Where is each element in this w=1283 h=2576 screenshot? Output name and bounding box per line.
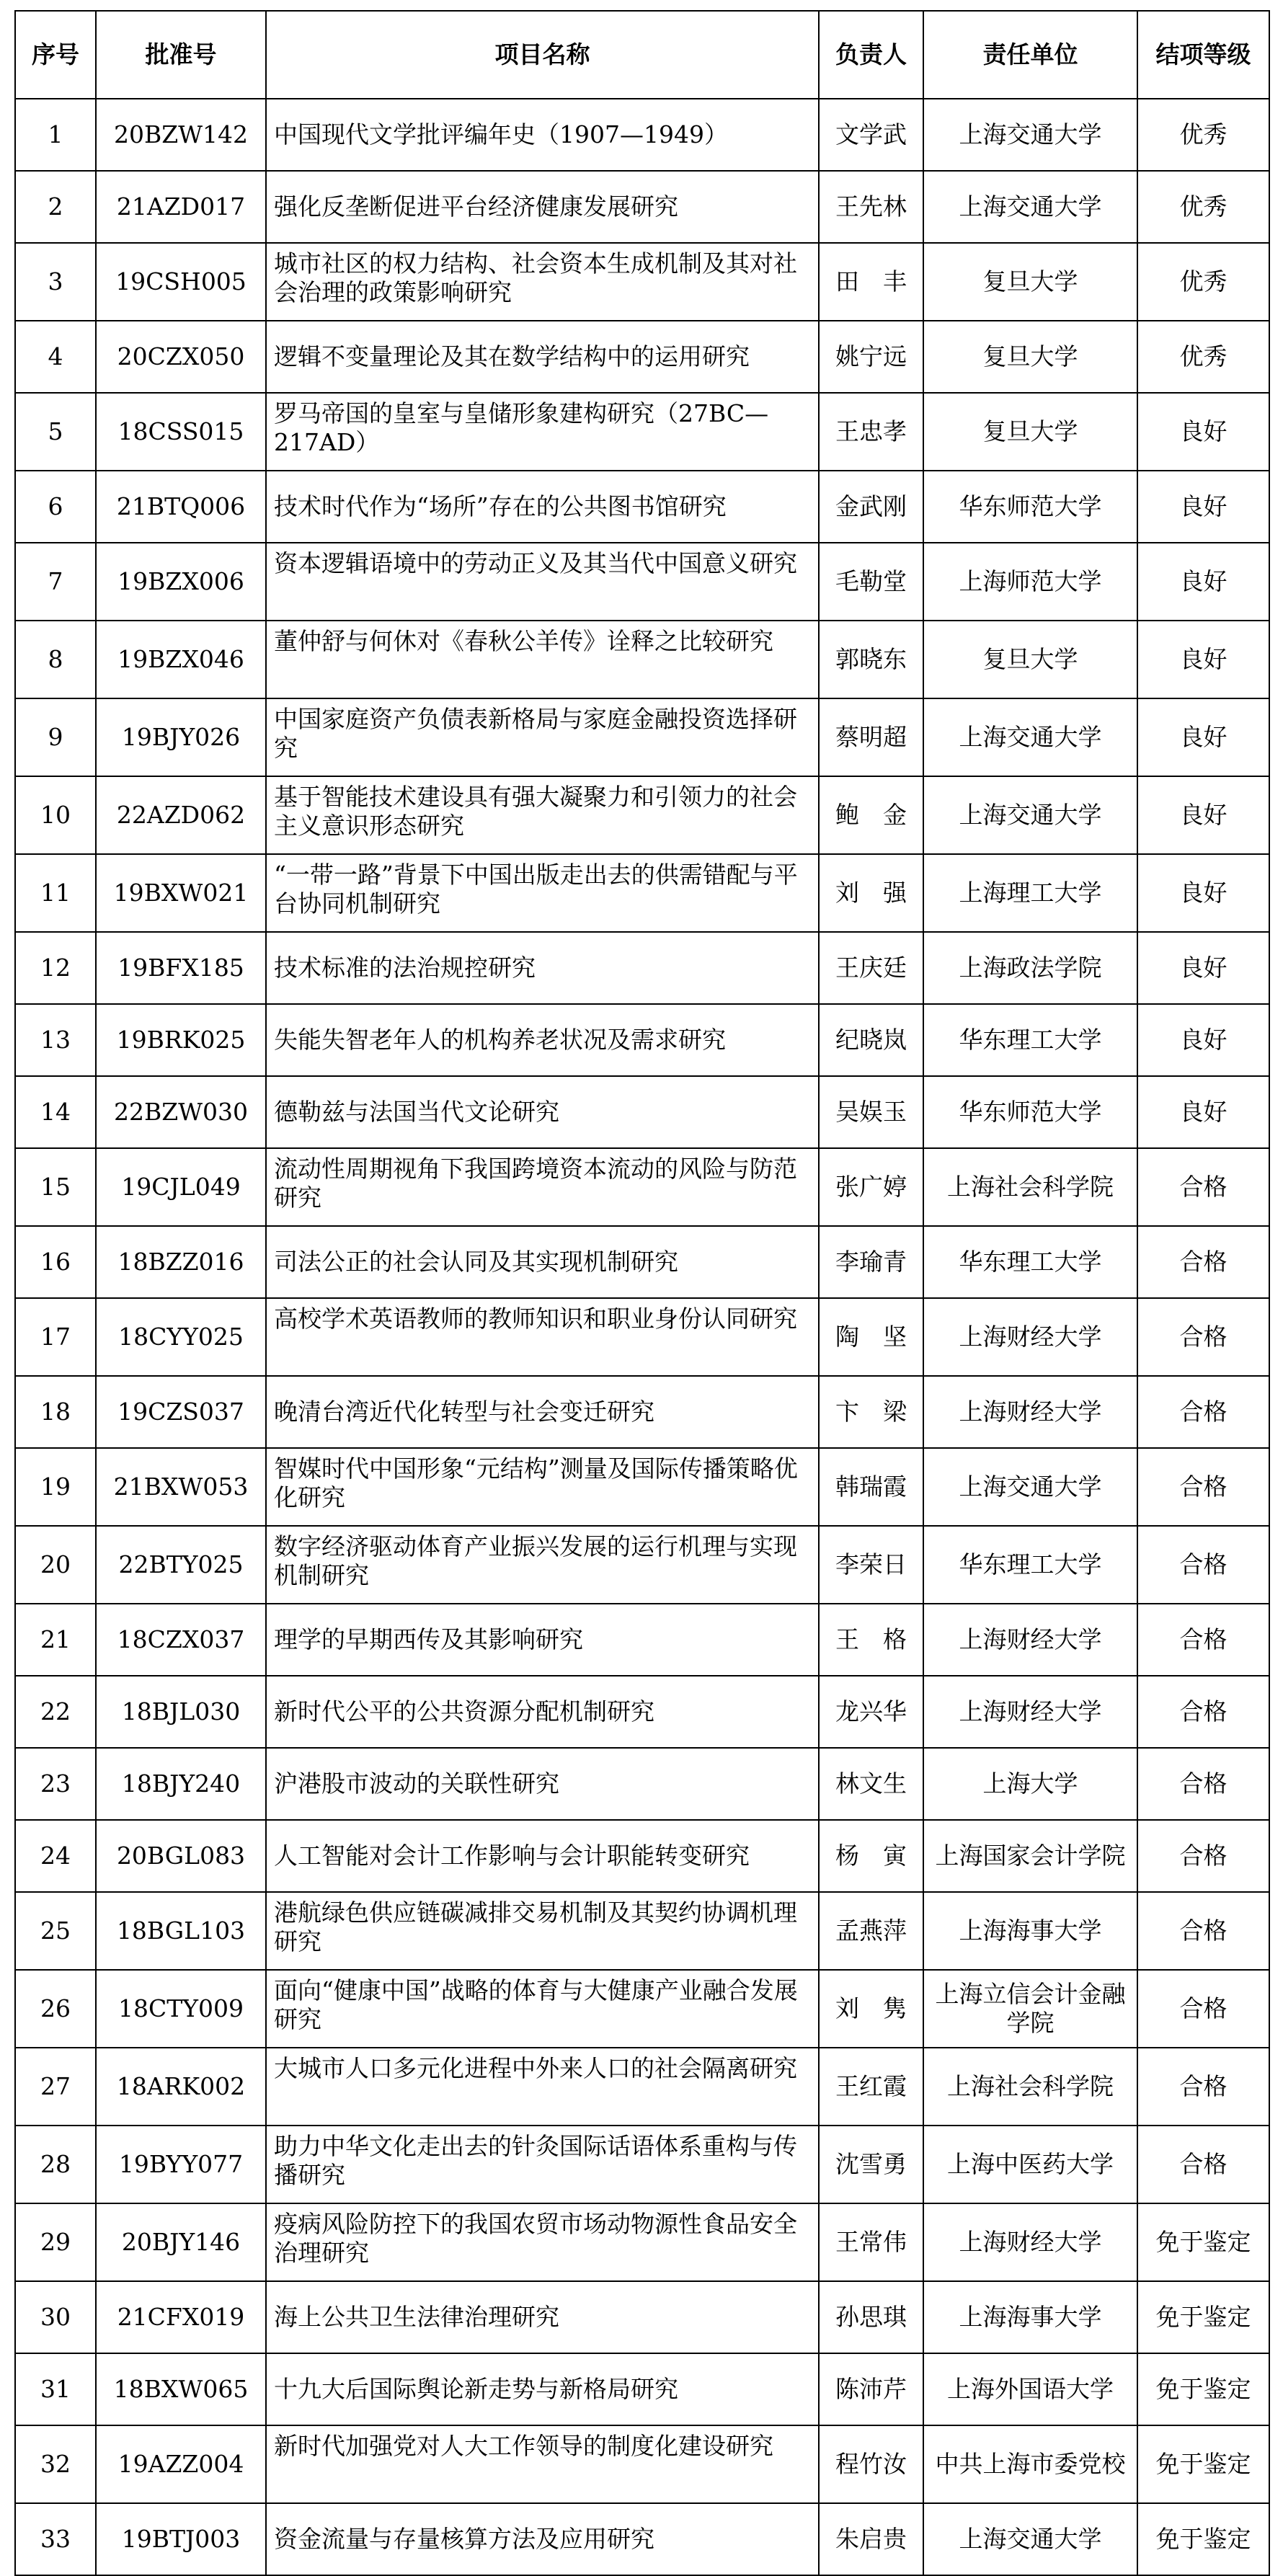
unit-text: 上海交通大学 bbox=[959, 1473, 1102, 1501]
cell-approval-number: 18CSS015 bbox=[96, 393, 266, 471]
unit-text: 上海交通大学 bbox=[959, 723, 1102, 751]
cell-leader: 文学武 bbox=[819, 99, 923, 171]
cell-leader: 田 丰 bbox=[819, 243, 923, 321]
cell-approval-number: 18CZX037 bbox=[96, 1604, 266, 1676]
cell-leader: 程竹汝 bbox=[819, 2425, 923, 2503]
unit-text: 华东理工大学 bbox=[959, 1248, 1102, 1276]
cell-project-name: 疫病风险防控下的我国农贸市场动物源性食品安全治理研究 bbox=[266, 2203, 819, 2281]
table-row bbox=[15, 471, 1269, 543]
cell-responsible-unit bbox=[923, 1676, 1137, 1748]
cell-leader: 林文生 bbox=[819, 1748, 923, 1820]
cell-approval-number: 18BXW065 bbox=[96, 2353, 266, 2425]
project-results-table bbox=[14, 10, 1270, 2576]
cell-completion-grade: 免于鉴定 bbox=[1137, 2425, 1269, 2503]
unit-text: 上海政法学院 bbox=[959, 954, 1102, 982]
cell-approval-number: 22AZD062 bbox=[96, 776, 266, 854]
cell-project-name: 技术标准的法治规控研究 bbox=[266, 932, 819, 1004]
cell-serial-number: 25 bbox=[15, 1892, 96, 1970]
unit-text: 复旦大学 bbox=[982, 267, 1078, 296]
cell-approval-number: 21BTQ006 bbox=[96, 471, 266, 543]
results-table-container bbox=[14, 10, 1269, 2576]
cell-responsible-unit bbox=[923, 1526, 1137, 1604]
cell-leader: 孟燕萍 bbox=[819, 1892, 923, 1970]
cell-responsible-unit bbox=[923, 2425, 1137, 2503]
cell-approval-number: 20BZW142 bbox=[96, 99, 266, 171]
cell-responsible-unit bbox=[923, 99, 1137, 171]
cell-completion-grade: 合格 bbox=[1137, 1970, 1269, 2048]
cell-project-name: 高校学术英语教师的教师知识和职业身份认同研究 bbox=[266, 1298, 819, 1376]
cell-project-name: 晚清台湾近代化转型与社会变迁研究 bbox=[266, 1376, 819, 1448]
unit-text: 中共上海市委党校 bbox=[935, 2450, 1126, 2478]
cell-leader: 孙思琪 bbox=[819, 2281, 923, 2353]
table-row bbox=[15, 1226, 1269, 1298]
cell-completion-grade: 良好 bbox=[1137, 698, 1269, 776]
cell-serial-number: 21 bbox=[15, 1604, 96, 1676]
table-row bbox=[15, 1298, 1269, 1376]
cell-completion-grade: 合格 bbox=[1137, 1148, 1269, 1226]
cell-responsible-unit bbox=[923, 321, 1137, 393]
cell-serial-number: 3 bbox=[15, 243, 96, 321]
cell-project-name: 中国现代文学批评编年史（1907—1949） bbox=[266, 99, 819, 171]
cell-completion-grade: 合格 bbox=[1137, 2048, 1269, 2126]
table-row bbox=[15, 1970, 1269, 2048]
cell-completion-grade: 良好 bbox=[1137, 621, 1269, 698]
unit-text: 上海社会科学院 bbox=[947, 1173, 1114, 1201]
cell-completion-grade: 良好 bbox=[1137, 1076, 1269, 1148]
unit-text: 上海财经大学 bbox=[959, 1697, 1102, 1726]
cell-project-name: 助力中华文化走出去的针灸国际话语体系重构与传播研究 bbox=[266, 2126, 819, 2203]
cell-serial-number: 16 bbox=[15, 1226, 96, 1298]
table-row bbox=[15, 776, 1269, 854]
cell-approval-number: 19BXW021 bbox=[96, 854, 266, 932]
cell-serial-number: 13 bbox=[15, 1004, 96, 1076]
cell-project-name: 中国家庭资产负债表新格局与家庭金融投资选择研究 bbox=[266, 698, 819, 776]
cell-project-name: 德勒兹与法国当代文论研究 bbox=[266, 1076, 819, 1148]
cell-responsible-unit bbox=[923, 543, 1137, 621]
cell-leader: 王 格 bbox=[819, 1604, 923, 1676]
cell-serial-number: 30 bbox=[15, 2281, 96, 2353]
cell-approval-number: 19BJY026 bbox=[96, 698, 266, 776]
cell-serial-number: 27 bbox=[15, 2048, 96, 2126]
cell-leader: 张广婷 bbox=[819, 1148, 923, 1226]
cell-responsible-unit bbox=[923, 471, 1137, 543]
table-row bbox=[15, 1376, 1269, 1448]
cell-responsible-unit bbox=[923, 1892, 1137, 1970]
cell-approval-number: 19CSH005 bbox=[96, 243, 266, 321]
cell-responsible-unit bbox=[923, 1376, 1137, 1448]
cell-project-name: 十九大后国际舆论新走势与新格局研究 bbox=[266, 2353, 819, 2425]
cell-project-name: 新时代加强党对人大工作领导的制度化建设研究 bbox=[266, 2425, 819, 2503]
cell-responsible-unit bbox=[923, 1604, 1137, 1676]
table-row bbox=[15, 171, 1269, 243]
table-row bbox=[15, 321, 1269, 393]
cell-serial-number: 20 bbox=[15, 1526, 96, 1604]
cell-project-name: 逻辑不变量理论及其在数学结构中的运用研究 bbox=[266, 321, 819, 393]
cell-approval-number: 19BRK025 bbox=[96, 1004, 266, 1076]
header-project-name: 项目名称 bbox=[266, 11, 819, 99]
cell-leader: 毛勒堂 bbox=[819, 543, 923, 621]
table-row bbox=[15, 1526, 1269, 1604]
cell-leader: 王庆廷 bbox=[819, 932, 923, 1004]
table-row bbox=[15, 1604, 1269, 1676]
unit-text: 上海社会科学院 bbox=[947, 2072, 1114, 2100]
table-row bbox=[15, 1004, 1269, 1076]
cell-approval-number: 19CZS037 bbox=[96, 1376, 266, 1448]
unit-text: 上海交通大学 bbox=[959, 2525, 1102, 2553]
unit-text: 华东师范大学 bbox=[959, 1098, 1102, 1126]
cell-responsible-unit bbox=[923, 393, 1137, 471]
cell-leader: 王先林 bbox=[819, 171, 923, 243]
unit-text: 华东理工大学 bbox=[959, 1550, 1102, 1578]
table-row bbox=[15, 1676, 1269, 1748]
cell-serial-number: 31 bbox=[15, 2353, 96, 2425]
cell-project-name: 资金流量与存量核算方法及应用研究 bbox=[266, 2503, 819, 2575]
table-row bbox=[15, 243, 1269, 321]
cell-leader: 纪晓岚 bbox=[819, 1004, 923, 1076]
cell-leader: 王常伟 bbox=[819, 2203, 923, 2281]
cell-project-name: 罗马帝国的皇室与皇储形象建构研究（27BC—217AD） bbox=[266, 393, 819, 471]
cell-completion-grade: 合格 bbox=[1137, 1226, 1269, 1298]
cell-approval-number: 20BGL083 bbox=[96, 1820, 266, 1892]
table-row bbox=[15, 932, 1269, 1004]
table-row bbox=[15, 2353, 1269, 2425]
cell-responsible-unit bbox=[923, 1970, 1137, 2048]
cell-approval-number: 18BGL103 bbox=[96, 1892, 266, 1970]
cell-responsible-unit bbox=[923, 1448, 1137, 1526]
cell-leader: 李荣日 bbox=[819, 1526, 923, 1604]
cell-serial-number: 8 bbox=[15, 621, 96, 698]
header-responsible-unit: 责任单位 bbox=[923, 11, 1137, 99]
cell-approval-number: 19BFX185 bbox=[96, 932, 266, 1004]
cell-responsible-unit bbox=[923, 2048, 1137, 2126]
unit-text: 复旦大学 bbox=[982, 645, 1078, 673]
cell-project-name: 基于智能技术建设具有强大凝聚力和引领力的社会主义意识形态研究 bbox=[266, 776, 819, 854]
cell-responsible-unit bbox=[923, 2203, 1137, 2281]
cell-project-name: 流动性周期视角下我国跨境资本流动的风险与防范研究 bbox=[266, 1148, 819, 1226]
header-approval-number: 批准号 bbox=[96, 11, 266, 99]
table-row bbox=[15, 99, 1269, 171]
cell-project-name: 资本逻辑语境中的劳动正义及其当代中国意义研究 bbox=[266, 543, 819, 621]
cell-responsible-unit bbox=[923, 1226, 1137, 1298]
table-row bbox=[15, 698, 1269, 776]
cell-approval-number: 18CYY025 bbox=[96, 1298, 266, 1376]
cell-completion-grade: 优秀 bbox=[1137, 321, 1269, 393]
cell-serial-number: 17 bbox=[15, 1298, 96, 1376]
cell-completion-grade: 合格 bbox=[1137, 1676, 1269, 1748]
table-row bbox=[15, 393, 1269, 471]
cell-serial-number: 28 bbox=[15, 2126, 96, 2203]
cell-project-name: 人工智能对会计工作影响与会计职能转变研究 bbox=[266, 1820, 819, 1892]
cell-approval-number: 18ARK002 bbox=[96, 2048, 266, 2126]
cell-approval-number: 19BTJ003 bbox=[96, 2503, 266, 2575]
cell-completion-grade: 合格 bbox=[1137, 1748, 1269, 1820]
cell-serial-number: 6 bbox=[15, 471, 96, 543]
cell-approval-number: 19CJL049 bbox=[96, 1148, 266, 1226]
cell-leader: 王红霞 bbox=[819, 2048, 923, 2126]
cell-completion-grade: 良好 bbox=[1137, 393, 1269, 471]
cell-completion-grade: 良好 bbox=[1137, 854, 1269, 932]
cell-project-name: 技术时代作为“场所”存在的公共图书馆研究 bbox=[266, 471, 819, 543]
cell-serial-number: 15 bbox=[15, 1148, 96, 1226]
cell-leader: 陶 坚 bbox=[819, 1298, 923, 1376]
cell-leader: 陈沛芹 bbox=[819, 2353, 923, 2425]
cell-leader: 杨 寅 bbox=[819, 1820, 923, 1892]
cell-project-name: 智媒时代中国形象“元结构”测量及国际传播策略优化研究 bbox=[266, 1448, 819, 1526]
unit-text: 上海理工大学 bbox=[959, 879, 1102, 907]
cell-completion-grade: 优秀 bbox=[1137, 243, 1269, 321]
cell-responsible-unit bbox=[923, 2503, 1137, 2575]
cell-serial-number: 4 bbox=[15, 321, 96, 393]
cell-leader: 卞 梁 bbox=[819, 1376, 923, 1448]
cell-responsible-unit bbox=[923, 698, 1137, 776]
table-row bbox=[15, 2503, 1269, 2575]
cell-serial-number: 11 bbox=[15, 854, 96, 932]
cell-leader: 龙兴华 bbox=[819, 1676, 923, 1748]
cell-approval-number: 18BJY240 bbox=[96, 1748, 266, 1820]
cell-leader: 刘 隽 bbox=[819, 1970, 923, 2048]
cell-leader: 金武刚 bbox=[819, 471, 923, 543]
cell-approval-number: 19BZX046 bbox=[96, 621, 266, 698]
cell-serial-number: 10 bbox=[15, 776, 96, 854]
unit-text: 上海交通大学 bbox=[959, 192, 1102, 221]
cell-completion-grade: 良好 bbox=[1137, 1004, 1269, 1076]
cell-approval-number: 18CTY009 bbox=[96, 1970, 266, 2048]
unit-text: 上海中医药大学 bbox=[947, 2150, 1114, 2178]
table-row bbox=[15, 621, 1269, 698]
cell-serial-number: 12 bbox=[15, 932, 96, 1004]
header-serial-number: 序号 bbox=[15, 11, 96, 99]
cell-completion-grade: 合格 bbox=[1137, 2126, 1269, 2203]
cell-serial-number: 29 bbox=[15, 2203, 96, 2281]
cell-serial-number: 33 bbox=[15, 2503, 96, 2575]
cell-responsible-unit bbox=[923, 1148, 1137, 1226]
cell-completion-grade: 合格 bbox=[1137, 1604, 1269, 1676]
unit-text: 上海财经大学 bbox=[959, 1398, 1102, 1426]
unit-text: 上海交通大学 bbox=[959, 801, 1102, 829]
unit-text: 上海海事大学 bbox=[959, 1917, 1102, 1945]
cell-leader: 沈雪勇 bbox=[819, 2126, 923, 2203]
cell-project-name: 司法公正的社会认同及其实现机制研究 bbox=[266, 1226, 819, 1298]
cell-approval-number: 19AZZ004 bbox=[96, 2425, 266, 2503]
cell-project-name: 失能失智老年人的机构养老状况及需求研究 bbox=[266, 1004, 819, 1076]
cell-approval-number: 22BTY025 bbox=[96, 1526, 266, 1604]
cell-serial-number: 9 bbox=[15, 698, 96, 776]
cell-serial-number: 19 bbox=[15, 1448, 96, 1526]
table-row bbox=[15, 1892, 1269, 1970]
table-row bbox=[15, 1148, 1269, 1226]
table-row bbox=[15, 2425, 1269, 2503]
table-row bbox=[15, 1448, 1269, 1526]
cell-serial-number: 32 bbox=[15, 2425, 96, 2503]
cell-serial-number: 26 bbox=[15, 1970, 96, 2048]
cell-leader: 王忠孝 bbox=[819, 393, 923, 471]
cell-completion-grade: 免于鉴定 bbox=[1137, 2203, 1269, 2281]
unit-text: 复旦大学 bbox=[982, 417, 1078, 445]
table-row bbox=[15, 1748, 1269, 1820]
cell-project-name: 城市社区的权力结构、社会资本生成机制及其对社会治理的政策影响研究 bbox=[266, 243, 819, 321]
cell-approval-number: 19BZX006 bbox=[96, 543, 266, 621]
cell-responsible-unit bbox=[923, 2126, 1137, 2203]
cell-serial-number: 22 bbox=[15, 1676, 96, 1748]
cell-project-name: 港航绿色供应链碳减排交易机制及其契约协调机理研究 bbox=[266, 1892, 819, 1970]
header-leader: 负责人 bbox=[819, 11, 923, 99]
cell-approval-number: 21BXW053 bbox=[96, 1448, 266, 1526]
cell-leader: 李瑜青 bbox=[819, 1226, 923, 1298]
cell-completion-grade: 合格 bbox=[1137, 1892, 1269, 1970]
unit-text: 上海财经大学 bbox=[959, 1323, 1102, 1351]
unit-text: 上海师范大学 bbox=[959, 567, 1102, 595]
cell-responsible-unit bbox=[923, 932, 1137, 1004]
cell-responsible-unit bbox=[923, 1820, 1137, 1892]
cell-leader: 刘 强 bbox=[819, 854, 923, 932]
cell-leader: 吴娱玉 bbox=[819, 1076, 923, 1148]
cell-project-name: 海上公共卫生法律治理研究 bbox=[266, 2281, 819, 2353]
unit-text: 上海国家会计学院 bbox=[935, 1842, 1126, 1870]
unit-text: 上海立信会计金融学院 bbox=[935, 1980, 1126, 2037]
cell-approval-number: 20CZX050 bbox=[96, 321, 266, 393]
cell-completion-grade: 免于鉴定 bbox=[1137, 2353, 1269, 2425]
cell-responsible-unit bbox=[923, 243, 1137, 321]
cell-completion-grade: 优秀 bbox=[1137, 99, 1269, 171]
cell-approval-number: 21CFX019 bbox=[96, 2281, 266, 2353]
cell-responsible-unit bbox=[923, 1298, 1137, 1376]
cell-serial-number: 23 bbox=[15, 1748, 96, 1820]
cell-serial-number: 1 bbox=[15, 99, 96, 171]
cell-completion-grade: 合格 bbox=[1137, 1376, 1269, 1448]
table-row bbox=[15, 2048, 1269, 2126]
cell-completion-grade: 免于鉴定 bbox=[1137, 2503, 1269, 2575]
unit-text: 复旦大学 bbox=[982, 342, 1078, 370]
cell-responsible-unit bbox=[923, 2281, 1137, 2353]
cell-leader: 鲍 金 bbox=[819, 776, 923, 854]
cell-leader: 郭晓东 bbox=[819, 621, 923, 698]
unit-text: 华东理工大学 bbox=[959, 1026, 1102, 1054]
cell-project-name: 新时代公平的公共资源分配机制研究 bbox=[266, 1676, 819, 1748]
cell-completion-grade: 合格 bbox=[1137, 1526, 1269, 1604]
cell-completion-grade: 合格 bbox=[1137, 1820, 1269, 1892]
unit-text: 上海财经大学 bbox=[959, 1625, 1102, 1653]
cell-responsible-unit bbox=[923, 171, 1137, 243]
table-row bbox=[15, 543, 1269, 621]
cell-completion-grade: 良好 bbox=[1137, 776, 1269, 854]
cell-serial-number: 24 bbox=[15, 1820, 96, 1892]
cell-leader: 朱启贵 bbox=[819, 2503, 923, 2575]
cell-approval-number: 22BZW030 bbox=[96, 1076, 266, 1148]
cell-approval-number: 18BJL030 bbox=[96, 1676, 266, 1748]
cell-responsible-unit bbox=[923, 2353, 1137, 2425]
table-row bbox=[15, 2126, 1269, 2203]
cell-serial-number: 18 bbox=[15, 1376, 96, 1448]
cell-responsible-unit bbox=[923, 1076, 1137, 1148]
unit-text: 上海财经大学 bbox=[959, 2228, 1102, 2256]
cell-approval-number: 21AZD017 bbox=[96, 171, 266, 243]
cell-project-name: 沪港股市波动的关联性研究 bbox=[266, 1748, 819, 1820]
cell-serial-number: 14 bbox=[15, 1076, 96, 1148]
cell-responsible-unit bbox=[923, 854, 1137, 932]
unit-text: 上海海事大学 bbox=[959, 2303, 1102, 2331]
cell-responsible-unit bbox=[923, 1748, 1137, 1820]
cell-responsible-unit bbox=[923, 1004, 1137, 1076]
cell-serial-number: 2 bbox=[15, 171, 96, 243]
cell-project-name: 理学的早期西传及其影响研究 bbox=[266, 1604, 819, 1676]
cell-project-name: 数字经济驱动体育产业振兴发展的运行机理与实现机制研究 bbox=[266, 1526, 819, 1604]
cell-project-name: 大城市人口多元化进程中外来人口的社会隔离研究 bbox=[266, 2048, 819, 2126]
cell-completion-grade: 免于鉴定 bbox=[1137, 2281, 1269, 2353]
cell-project-name: 强化反垄断促进平台经济健康发展研究 bbox=[266, 171, 819, 243]
cell-project-name: 董仲舒与何休对《春秋公羊传》诠释之比较研究 bbox=[266, 621, 819, 698]
unit-text: 上海交通大学 bbox=[959, 120, 1102, 148]
cell-completion-grade: 良好 bbox=[1137, 543, 1269, 621]
unit-text: 华东师范大学 bbox=[959, 492, 1102, 520]
cell-responsible-unit bbox=[923, 621, 1137, 698]
table-row bbox=[15, 1076, 1269, 1148]
cell-serial-number: 5 bbox=[15, 393, 96, 471]
cell-responsible-unit bbox=[923, 776, 1137, 854]
cell-project-name: 面向“健康中国”战略的体育与大健康产业融合发展研究 bbox=[266, 1970, 819, 2048]
cell-leader: 姚宁远 bbox=[819, 321, 923, 393]
cell-leader: 韩瑞霞 bbox=[819, 1448, 923, 1526]
cell-serial-number: 7 bbox=[15, 543, 96, 621]
header-completion-grade: 结项等级 bbox=[1137, 11, 1269, 99]
table-header-row bbox=[15, 11, 1269, 99]
cell-project-name: “一带一路”背景下中国出版走出去的供需错配与平台协同机制研究 bbox=[266, 854, 819, 932]
table-row bbox=[15, 2203, 1269, 2281]
cell-approval-number: 18BZZ016 bbox=[96, 1226, 266, 1298]
table-row bbox=[15, 1820, 1269, 1892]
cell-completion-grade: 良好 bbox=[1137, 471, 1269, 543]
unit-text: 上海外国语大学 bbox=[947, 2375, 1114, 2403]
cell-completion-grade: 合格 bbox=[1137, 1448, 1269, 1526]
cell-completion-grade: 合格 bbox=[1137, 1298, 1269, 1376]
cell-completion-grade: 优秀 bbox=[1137, 171, 1269, 243]
unit-text: 上海大学 bbox=[982, 1769, 1078, 1798]
cell-approval-number: 20BJY146 bbox=[96, 2203, 266, 2281]
table-row bbox=[15, 2281, 1269, 2353]
cell-leader: 蔡明超 bbox=[819, 698, 923, 776]
cell-completion-grade: 良好 bbox=[1137, 932, 1269, 1004]
table-row bbox=[15, 854, 1269, 932]
cell-approval-number: 19BYY077 bbox=[96, 2126, 266, 2203]
